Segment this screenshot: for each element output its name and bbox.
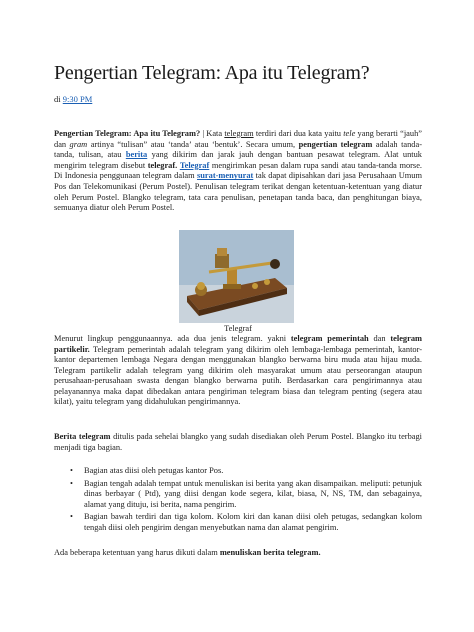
text-span: Ada beberapa ketentuan yang harus dikuti dalam [54, 548, 220, 557]
text-span: tak dapat dipisahkan dari jasa Perusahaan Umum Pos dan Telekomunikasi (Perum Postel). Penulisan telegram terikat dengan ketentuan-ketentuan yang diatur oleh Perum Postel. Blangko telegram, tata cara penulisan, penetapan tanda baca, dan penghitungan biaya, semuanya diatur oleh Perum Postel. [54, 171, 422, 213]
page-title: Pengertian Telegram: Apa itu Telegram? [54, 62, 370, 84]
bold-term: Berita telegram [54, 432, 111, 441]
tele-word: tele [343, 129, 356, 138]
list-item: • Bagian atas diisi oleh petugas kantor Pos. [84, 466, 422, 477]
bold-term: menuliskan berita telegram. [219, 548, 321, 557]
text-span: ditulis pada sehelai blangko yang sudah disediakan oleh Perum Postel. Blangko itu terbagi menjadi tiga bagian. [54, 432, 422, 452]
telegraf-link[interactable]: Telegraf [179, 160, 210, 170]
bold-term: telegram pemerintah [290, 334, 369, 343]
text-span: Telegram pemerintah adalah telegram yang dikirim oleh lembaga-lembaga pemerintah, kantor-kantor departemen lembaga Negara dengan menggunakan blangko berwarna biru muda atau hijau muda. Telegram partikelir adalah telegram yang dikirim oleh masyarakat umum atau perseorangan ataupun perusahaan-perusahaan swasta dengan blangko berwarna putih. Berdasarkan cara pengirimannya atau pelayanannya maka dapat dibedakan antara pengiriman telegram biasa dan telegram penting (segera atau kilat), yaitu telegram yang didahulukan pengirimannya. [54, 344, 422, 406]
post-time-link[interactable]: 9:30 PM [62, 94, 93, 104]
image-caption: Telegraf [224, 324, 252, 333]
text-span: mengirimkan pesan dalam rupa sandi atau tanda-tanda morse. Di Indonesia penggunaan telegram dalam [54, 160, 423, 181]
list-item: • Bagian bawah terdiri dan tiga kolom. Kolom kiri dan kanan diisi oleh petugas, sedangkan kolom tengah diisi oleh pengirim dengan menyebutkan nama dan alamat pengirim. [84, 512, 422, 533]
text-span: artinya “tulisan” atau ‘tanda’ atau ‘bentuk’. Secara umum, [87, 139, 299, 149]
text-span: | Kata [200, 129, 225, 138]
bold-term: pengertian telegram [298, 139, 373, 149]
bold-term: telegram partikelir. [54, 334, 422, 354]
berita-paragraph [54, 432, 422, 453]
text-span: adalah tanda-tanda, tulisan, atau [54, 139, 422, 160]
meta-prefix: di [54, 94, 61, 104]
text-span: terdiri dari dua kata yaitu [253, 129, 344, 138]
bold-term: telegraf. [147, 160, 178, 170]
text-span: yang dikirim dan jarak jauh dengan bantuan pesawat telegram. Alat untuk mengirim telegram disebut [54, 150, 422, 170]
closing-paragraph [54, 548, 422, 557]
list-item: • Bagian tengah adalah tempat untuk menuliskan isi berita yang akan disampaikan. meliputi: petunjuk dinas berbayar ( Ptd), yang diisi dengan kode segera, kilat, biasa, N, NS, TM, dan sebagainya, alamat yang dituju, isi berita, nama pengirim. [84, 479, 422, 511]
intro-paragraph [54, 129, 422, 218]
berita-link[interactable]: berita [125, 150, 148, 160]
post-meta [54, 94, 92, 104]
text-span: Menurut lingkup penggunaannya. ada dua jenis telegram. yakni [54, 334, 291, 343]
surat-menyurat-link[interactable]: surat-menyurat [197, 171, 254, 181]
usage-paragraph [54, 334, 422, 408]
blangko-sections-list [54, 466, 422, 536]
text-span: yang berarti “jauh” dan [54, 129, 422, 149]
text-span: dan [368, 334, 391, 343]
gram-word: gram [69, 139, 88, 149]
telegraph-illustration [179, 230, 294, 323]
telegraph-image [179, 230, 294, 323]
intro-bold: Pengertian Telegram: Apa itu Telegram? [54, 129, 201, 138]
telegram-link[interactable]: telegram [224, 129, 254, 138]
